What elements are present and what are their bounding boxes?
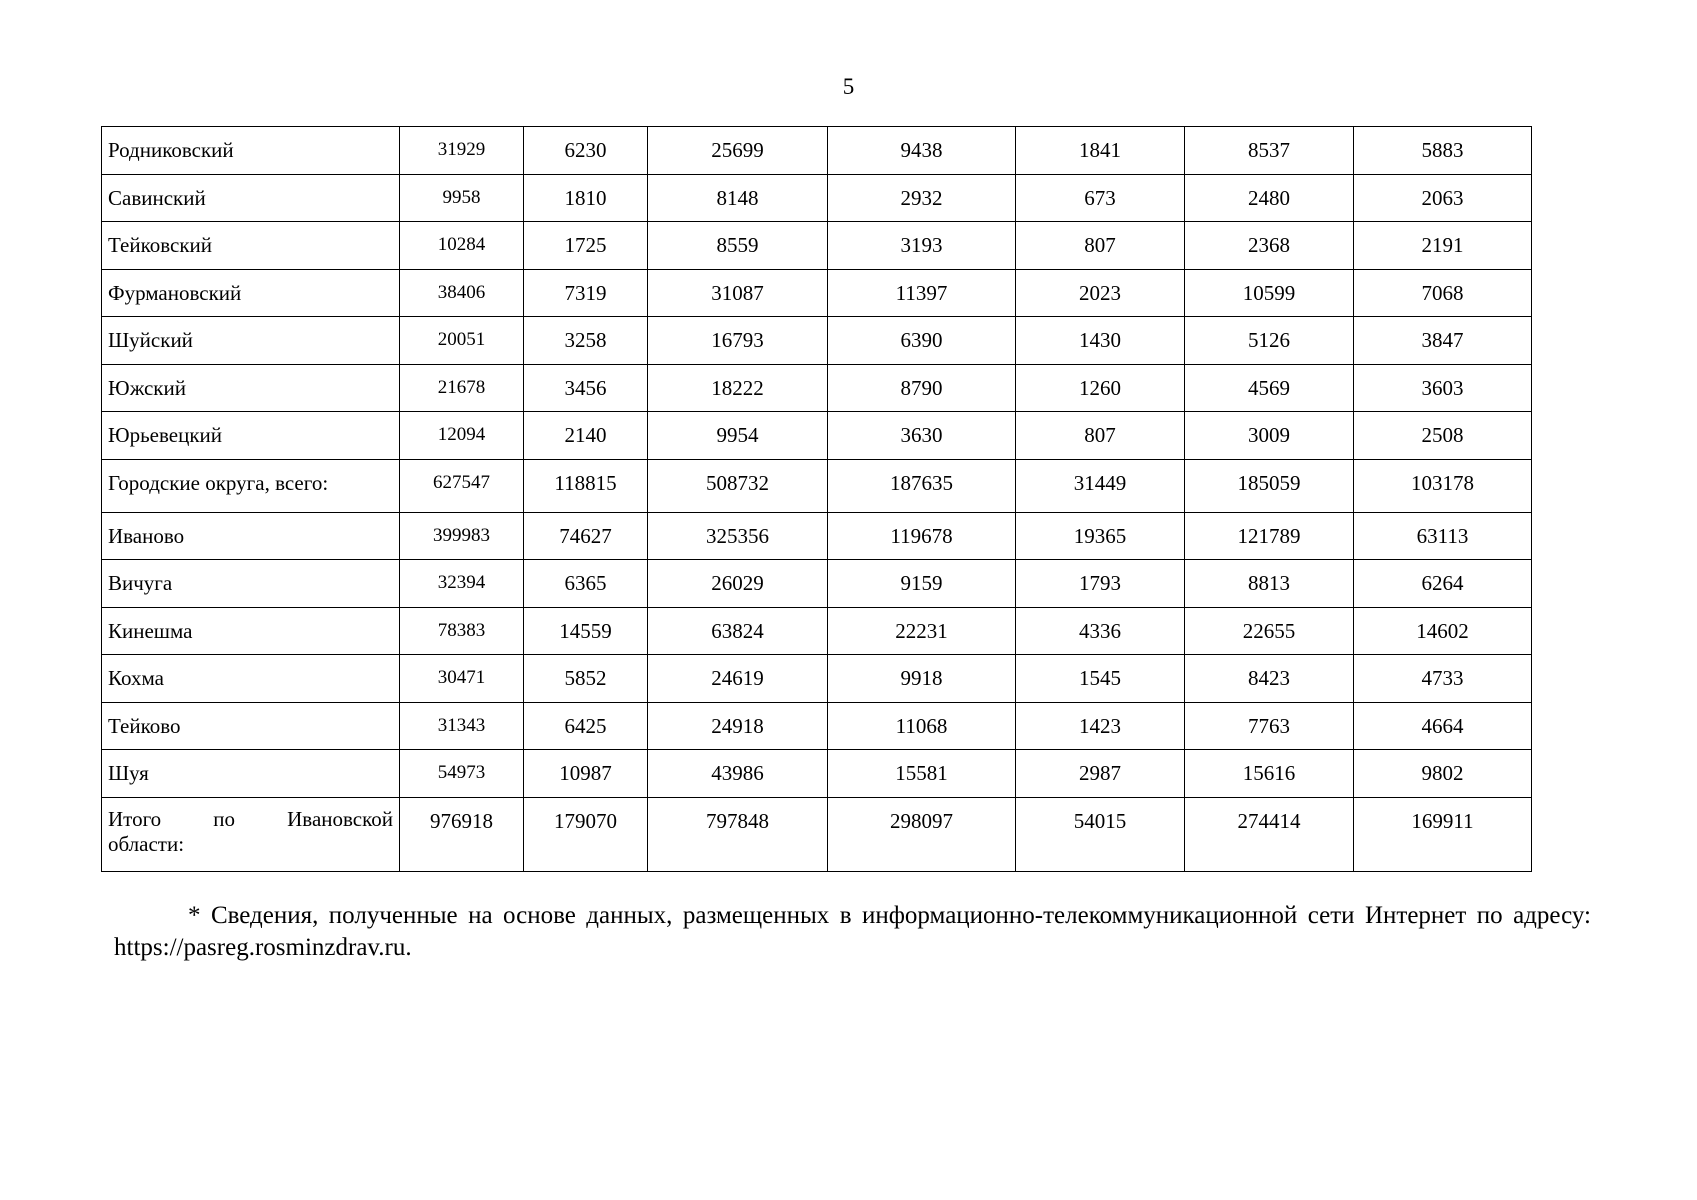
value-cell: 5883	[1354, 127, 1532, 175]
value-cell: 31929	[400, 127, 524, 175]
row-name-cell: Шуя	[102, 750, 400, 798]
value-cell: 4336	[1016, 607, 1185, 655]
row-name-cell: Шуйский	[102, 317, 400, 365]
value-cell: 6390	[828, 317, 1016, 365]
value-cell: 38406	[400, 269, 524, 317]
value-cell: 63824	[648, 607, 828, 655]
value-cell: 1423	[1016, 702, 1185, 750]
row-name-cell: Тейково	[102, 702, 400, 750]
value-cell: 31087	[648, 269, 828, 317]
value-cell: 1260	[1016, 364, 1185, 412]
value-cell: 1841	[1016, 127, 1185, 175]
value-cell: 103178	[1354, 459, 1532, 512]
value-cell: 673	[1016, 174, 1185, 222]
row-name-cell: Тейковский	[102, 222, 400, 270]
value-cell: 8423	[1185, 655, 1354, 703]
value-cell: 2932	[828, 174, 1016, 222]
value-cell: 399983	[400, 512, 524, 560]
value-cell: 43986	[648, 750, 828, 798]
row-name-cell: Юрьевецкий	[102, 412, 400, 460]
value-cell: 32394	[400, 560, 524, 608]
value-cell: 4664	[1354, 702, 1532, 750]
value-cell: 8813	[1185, 560, 1354, 608]
value-cell: 185059	[1185, 459, 1354, 512]
table-row	[102, 222, 1532, 270]
value-cell: 3630	[828, 412, 1016, 460]
row-name-cell: Иваново	[102, 512, 400, 560]
total-value-cell: 274414	[1185, 797, 1354, 871]
value-cell: 24918	[648, 702, 828, 750]
row-name-cell: Родниковский	[102, 127, 400, 175]
value-cell: 9438	[828, 127, 1016, 175]
row-name-cell: Савинский	[102, 174, 400, 222]
total-row	[102, 797, 1532, 871]
value-cell: 20051	[400, 317, 524, 365]
total-value-cell: 298097	[828, 797, 1016, 871]
value-cell: 7319	[524, 269, 648, 317]
value-cell: 10284	[400, 222, 524, 270]
row-name-cell: Вичуга	[102, 560, 400, 608]
table-row	[102, 317, 1532, 365]
value-cell: 24619	[648, 655, 828, 703]
value-cell: 6365	[524, 560, 648, 608]
total-name-line2: области:	[108, 831, 185, 856]
table-row	[102, 560, 1532, 608]
value-cell: 74627	[524, 512, 648, 560]
value-cell: 2987	[1016, 750, 1185, 798]
value-cell: 2140	[524, 412, 648, 460]
value-cell: 14559	[524, 607, 648, 655]
value-cell: 31449	[1016, 459, 1185, 512]
table-row	[102, 655, 1532, 703]
value-cell: 1725	[524, 222, 648, 270]
value-cell: 8790	[828, 364, 1016, 412]
value-cell: 7068	[1354, 269, 1532, 317]
value-cell: 15581	[828, 750, 1016, 798]
value-cell: 187635	[828, 459, 1016, 512]
value-cell: 26029	[648, 560, 828, 608]
total-value-cell: 169911	[1354, 797, 1532, 871]
value-cell: 3258	[524, 317, 648, 365]
value-cell: 16793	[648, 317, 828, 365]
value-cell: 508732	[648, 459, 828, 512]
table-row	[102, 174, 1532, 222]
table-row	[102, 607, 1532, 655]
value-cell: 121789	[1185, 512, 1354, 560]
row-name-cell: Кинешма	[102, 607, 400, 655]
value-cell: 9954	[648, 412, 828, 460]
table-row	[102, 512, 1532, 560]
total-name-cell	[102, 797, 400, 871]
value-cell: 8559	[648, 222, 828, 270]
value-cell: 9802	[1354, 750, 1532, 798]
value-cell: 63113	[1354, 512, 1532, 560]
value-cell: 9958	[400, 174, 524, 222]
value-cell: 325356	[648, 512, 828, 560]
value-cell: 15616	[1185, 750, 1354, 798]
page-number: 5	[842, 74, 855, 99]
value-cell: 3603	[1354, 364, 1532, 412]
value-cell: 807	[1016, 412, 1185, 460]
value-cell: 118815	[524, 459, 648, 512]
value-cell: 8537	[1185, 127, 1354, 175]
value-cell: 31343	[400, 702, 524, 750]
value-cell: 6264	[1354, 560, 1532, 608]
total-value-cell: 54015	[1016, 797, 1185, 871]
total-value-cell: 976918	[400, 797, 524, 871]
value-cell: 2480	[1185, 174, 1354, 222]
table-row	[102, 750, 1532, 798]
value-cell: 7763	[1185, 702, 1354, 750]
value-cell: 11068	[828, 702, 1016, 750]
value-cell: 3456	[524, 364, 648, 412]
value-cell: 14602	[1354, 607, 1532, 655]
value-cell: 4733	[1354, 655, 1532, 703]
value-cell: 2023	[1016, 269, 1185, 317]
row-name-cell: Южский	[102, 364, 400, 412]
table-body	[102, 127, 1532, 872]
value-cell: 1810	[524, 174, 648, 222]
value-cell: 22655	[1185, 607, 1354, 655]
value-cell: 6230	[524, 127, 648, 175]
value-cell: 2508	[1354, 412, 1532, 460]
value-cell: 10599	[1185, 269, 1354, 317]
value-cell: 30471	[400, 655, 524, 703]
value-cell: 2191	[1354, 222, 1532, 270]
table-row	[102, 364, 1532, 412]
value-cell: 54973	[400, 750, 524, 798]
row-name-cell: Фурмановский	[102, 269, 400, 317]
value-cell: 4569	[1185, 364, 1354, 412]
table-row	[102, 702, 1532, 750]
value-cell: 627547	[400, 459, 524, 512]
value-cell: 9159	[828, 560, 1016, 608]
value-cell: 18222	[648, 364, 828, 412]
value-cell: 19365	[1016, 512, 1185, 560]
value-cell: 22231	[828, 607, 1016, 655]
row-name-cell: Городские округа, всего:	[102, 459, 400, 512]
value-cell: 6425	[524, 702, 648, 750]
value-cell: 807	[1016, 222, 1185, 270]
value-cell: 5852	[524, 655, 648, 703]
value-cell: 8148	[648, 174, 828, 222]
footnote: * Сведения, полученные на основе данных, размещенных в информационно-телекоммуникационной сети Интернет по адресу: https://pasreg.rosminzdrav.ru.	[114, 902, 1591, 961]
value-cell: 25699	[648, 127, 828, 175]
total-name-line1: Итого по Ивановской	[108, 806, 393, 831]
total-value-cell: 797848	[648, 797, 828, 871]
table-row	[102, 412, 1532, 460]
value-cell: 12094	[400, 412, 524, 460]
value-cell: 119678	[828, 512, 1016, 560]
value-cell: 3193	[828, 222, 1016, 270]
table-row	[102, 269, 1532, 317]
value-cell: 1545	[1016, 655, 1185, 703]
value-cell: 9918	[828, 655, 1016, 703]
value-cell: 2063	[1354, 174, 1532, 222]
population-table	[101, 126, 1532, 872]
value-cell: 1793	[1016, 560, 1185, 608]
value-cell: 10987	[524, 750, 648, 798]
row-name-cell: Кохма	[102, 655, 400, 703]
table-row	[102, 127, 1532, 175]
value-cell: 1430	[1016, 317, 1185, 365]
value-cell: 78383	[400, 607, 524, 655]
value-cell: 2368	[1185, 222, 1354, 270]
total-value-cell: 179070	[524, 797, 648, 871]
value-cell: 5126	[1185, 317, 1354, 365]
value-cell: 3847	[1354, 317, 1532, 365]
table-row	[102, 459, 1532, 512]
value-cell: 21678	[400, 364, 524, 412]
value-cell: 3009	[1185, 412, 1354, 460]
value-cell: 11397	[828, 269, 1016, 317]
